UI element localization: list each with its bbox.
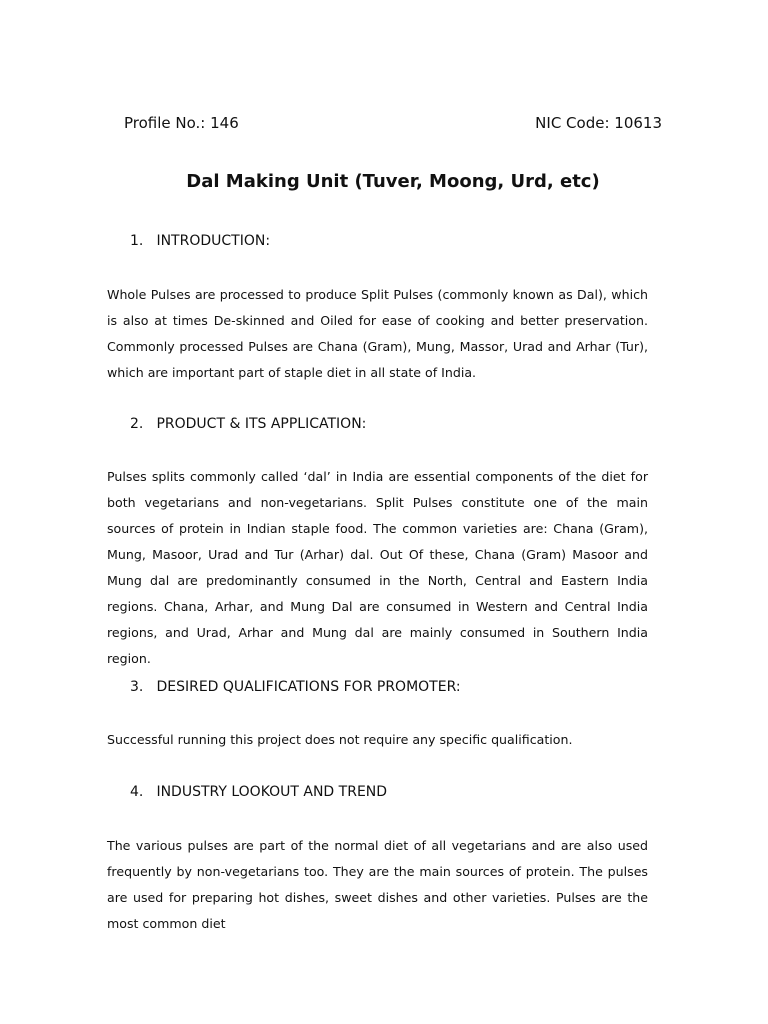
section-number: 2. [130, 416, 144, 432]
section-heading-text: INTRODUCTION: [156, 233, 271, 249]
section-heading-text: INDUSTRY LOOKOUT AND TREND [156, 784, 388, 800]
profile-header [124, 113, 662, 133]
section-heading-product [130, 415, 366, 433]
section-body-introduction: Whole Pulses are processed to produce Split Pulses (commonly known as Dal), which is also at times De-skinned and Oiled for ease of cooking and better preservation. Commonly processed Pulses are Chana (Gram), Mung, Massor, Urad and Arhar (Tur), which are important part of staple diet in all state of India. [107, 287, 648, 380]
section-heading-text: PRODUCT & ITS APPLICATION: [156, 416, 367, 432]
section-number: 1. [130, 233, 144, 249]
section-heading-introduction [130, 232, 270, 250]
section-number: 4. [130, 784, 144, 800]
section-heading-qualifications [130, 678, 461, 696]
section-number: 3. [130, 679, 144, 695]
section-heading-industry [130, 783, 387, 801]
document-title: Dal Making Unit (Tuver, Moong, Urd, etc) [186, 171, 600, 192]
section-heading-text: DESIRED QUALIFICATIONS FOR PROMOTER: [156, 679, 461, 695]
section-body-product: Pulses splits commonly called ‘dal’ in India are essential components of the diet for both vegetarians and non-vegetarians. Split Pulses constitute one of the main sources of protein in Indian staple food. The common varieties are: Chana (Gram), Mung, Masoor, Urad and Tur (Arhar) dal. Out Of these, Chana (Gram) Masoor and Mung dal are predominantly consumed in the North, Central and Eastern India regions. Chana, Arhar, and Mung Dal are consumed in Western and Central India regions, and Urad, Arhar and Mung dal are mainly consumed in Southern India region. [107, 469, 648, 666]
nic-code: NIC Code: 10613 [535, 114, 662, 132]
section-body-industry: The various pulses are part of the normal diet of all vegetarians and are also used frequently by non-vegetarians too. They are the main sources of protein. The pulses are used for preparing hot dishes, sweet dishes and other varieties. Pulses are the most common diet [107, 838, 648, 931]
profile-number: Profile No.: 146 [124, 114, 239, 132]
section-body-qualifications: Successful running this project does not require any specific qualification. [107, 732, 573, 747]
